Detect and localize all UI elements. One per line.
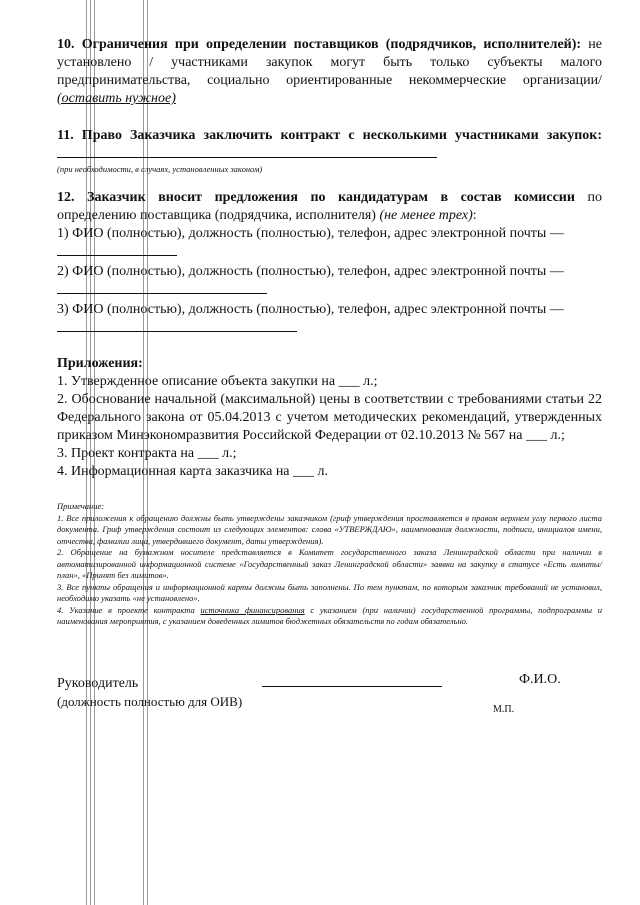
member-row-2-fill bbox=[57, 281, 602, 299]
section-12-colon: : bbox=[472, 208, 477, 223]
notes bbox=[57, 501, 602, 628]
signature-block bbox=[57, 672, 602, 732]
signature-mp: М.П. bbox=[493, 704, 515, 715]
section-10 bbox=[57, 36, 602, 110]
section-12-title: 12. Заказчик вносит предложения по кандидатурам в состав комиссии bbox=[57, 190, 575, 205]
notes-title: Примечание: bbox=[57, 501, 105, 511]
document-content bbox=[57, 36, 602, 628]
note-4-a: 4. Указание в проекте контракта bbox=[57, 604, 201, 615]
attachment-2: 2. Обоснование начальной (максимальной) цены в соответствии с требованиями статьи 22 Федерального закона от 05.04.2013 с учетом методических рекомендаций, утвержденных приказом Минэкономразвития Российской Федерации от 02.10.2013 № 567 на ___ л.; bbox=[57, 392, 602, 443]
member-row-2 bbox=[57, 263, 602, 281]
signature-head-note: (должность полностью для ОИВ) bbox=[57, 694, 243, 709]
member-row-3-fill bbox=[57, 319, 602, 337]
note-3: 3. Все пункты обращения и информационной карты должны быть заполнены. По тем пунктам, по которым заказчик требований не установил, необходимо указать «не установлено». bbox=[57, 581, 602, 603]
section-10-choose: (оставить нужное) bbox=[57, 91, 176, 106]
attachment-3: 3. Проект контракта на ___ л.; bbox=[57, 446, 237, 461]
member-row-1-line bbox=[57, 243, 177, 256]
member-row-2-text: 2) ФИО (полностью), должность (полностью), телефон, адрес электронной почты — bbox=[57, 264, 564, 279]
section-12 bbox=[57, 189, 602, 347]
attachment-1: 1. Утвержденное описание объекта закупки на ___ л.; bbox=[57, 374, 378, 389]
member-row-3 bbox=[57, 301, 602, 319]
member-row-3-text: 3) ФИО (полностью), должность (полностью), телефон, адрес электронной почты — bbox=[57, 302, 564, 317]
section-11-fill-line bbox=[57, 145, 437, 158]
section-10-title: 10. Ограничения при определении поставщиков (подрядчиков, исполнителей): bbox=[57, 37, 582, 52]
note-2: 2. Обращение на бумажном носителе представляется в Комитет государственного заказа Ленинградской области при наличии в автоматизированной информационной системе «Государственный заказ Ленинградской области» заявки на закупку в статусе «Есть лимиты/план», «Принят без лимитов». bbox=[57, 547, 602, 580]
member-row-1-fill bbox=[57, 243, 602, 261]
note-1: 1. Все приложения к обращению должны быть утверждены заказчиком (гриф утверждения проставляется в правом верхнем углу первого листа документа. Гриф утверждения состоит из следующих элементов: слова «УТВЕРЖДАЮ», наименования должности, подписи, инициалов имени, отчества, фамилии лица, утвердившего документ, даты утверждения). bbox=[57, 512, 602, 546]
section-12-text bbox=[57, 189, 602, 225]
section-12-title-tail: по определению поставщика (подрядчика, исполнителя) bbox=[57, 190, 602, 223]
section-10-body: не установлено / участниками закупок могут быть только субъекты малого предпринимательства, социально ориентированные некоммерческие организации/ bbox=[57, 37, 603, 88]
section-10-text bbox=[57, 36, 602, 108]
note-4 bbox=[57, 605, 602, 628]
section-11 bbox=[57, 127, 602, 183]
section-12-min: (не менее трех) bbox=[379, 208, 473, 223]
attachments-title: Приложения: bbox=[57, 356, 143, 371]
signature-line bbox=[262, 686, 442, 687]
section-11-title: 11. Право Заказчика заключить контракт с несколькими участниками закупок: bbox=[57, 128, 602, 143]
member-row-3-line bbox=[57, 319, 297, 332]
note-4-b: с указанием (при наличии) государственной программы, подпрограммы и наименования мероприятия, с указанием доведенных лимитов бюджетных обязательств по годам обязательно. bbox=[57, 604, 602, 626]
member-row-1 bbox=[57, 225, 602, 243]
signature-fio: Ф.И.О. bbox=[519, 672, 561, 687]
attachment-4: 4. Информационная карта заказчика на ___ л. bbox=[57, 464, 329, 479]
section-11-note: (при необходимости, в случаях, установленных законом) bbox=[57, 164, 263, 174]
attachments bbox=[57, 355, 602, 491]
member-row-2-line bbox=[57, 281, 267, 294]
section-11-text bbox=[57, 127, 602, 164]
note-4-source: источника финансирования bbox=[200, 604, 305, 615]
signature-head: Руководитель bbox=[57, 676, 139, 691]
member-row-1-text: 1) ФИО (полностью), должность (полностью), телефон, адрес электронной почты — bbox=[57, 226, 564, 241]
